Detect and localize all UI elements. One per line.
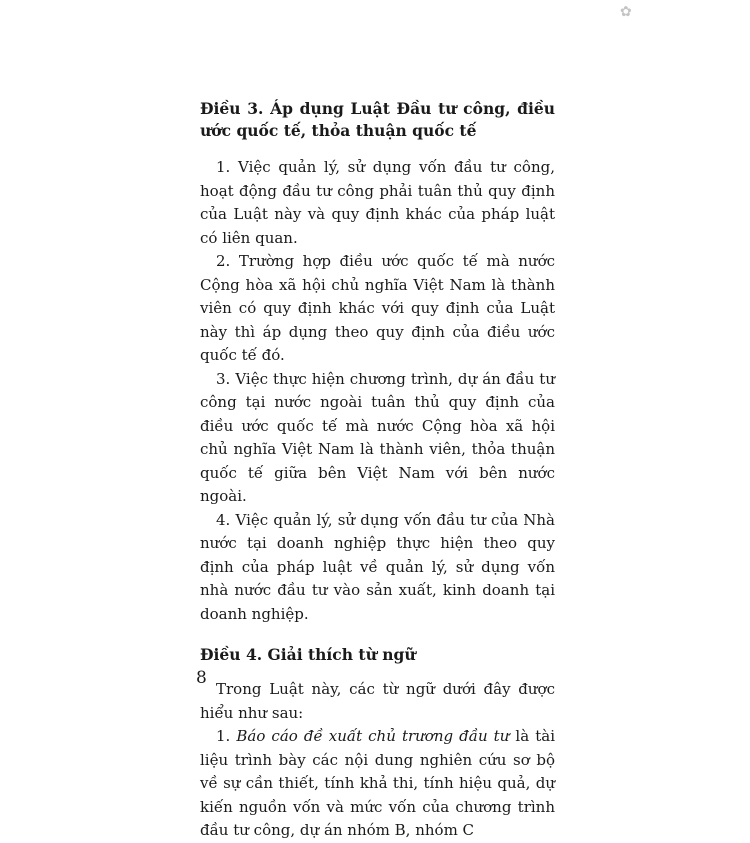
item-1-term: Báo cáo đề xuất chủ trương đầu tư [236, 727, 510, 745]
article-3-title: Điều 3. Áp dụng Luật Đầu tư công, điều ước quốc tế, thỏa thuận quốc tế [200, 99, 555, 140]
article-3-clause-3: 3. Việc thực hiện chương trình, dự án đầu tư công tại nước ngoài tuân thủ quy định của điều ước quốc tế mà nước Cộng hòa xã hội chủ nghĩa Việt Nam là thành viên, thỏa thuận quốc tế giữa bên Việt Nam với bên nước ngoài. [200, 369, 555, 505]
item-1-definition: là tài liệu trình bày các nội dung nghiên cứu sơ bộ về sự cần thiết, tính khả thi, tính hiệu quả, dự kiến nguồn vốn và mức vốn của chương trình đầu tư công, dự án nhóm B, nhóm C [200, 727, 555, 839]
page-number: 8 [196, 668, 207, 688]
flower-mark-icon: ✿ [620, 4, 632, 20]
article-3-clause-4: 4. Việc quản lý, sử dụng vốn đầu tư của Nhà nước tại doanh nghiệp thực hiện theo quy định của pháp luật về quản lý, sử dụng vốn nhà nước đầu tư vào sản xuất, kinh doanh tại doanh nghiệp. [200, 510, 555, 623]
article-3-clause-1: 1. Việc quản lý, sử dụng vốn đầu tư công, hoạt động đầu tư công phải tuân thủ quy định của Luật này và quy định khác của pháp luật có liên quan. [200, 158, 555, 247]
article-4-title: Điều 4. Giải thích từ ngữ [200, 645, 416, 664]
item-1-number: 1. [216, 727, 237, 745]
article-3-clause-2: 2. Trường hợp điều ước quốc tế mà nước Cộng hòa xã hội chủ nghĩa Việt Nam là thành viên có quy định khác với quy định của Luật này thì áp dụng theo quy định của điều ước quốc tế đó. [200, 252, 555, 364]
book-page [200, 98, 555, 843]
article-4-item-1 [200, 725, 555, 843]
article-4-intro: Trong Luật này, các từ ngữ dưới đây được hiểu như sau: [200, 680, 555, 722]
